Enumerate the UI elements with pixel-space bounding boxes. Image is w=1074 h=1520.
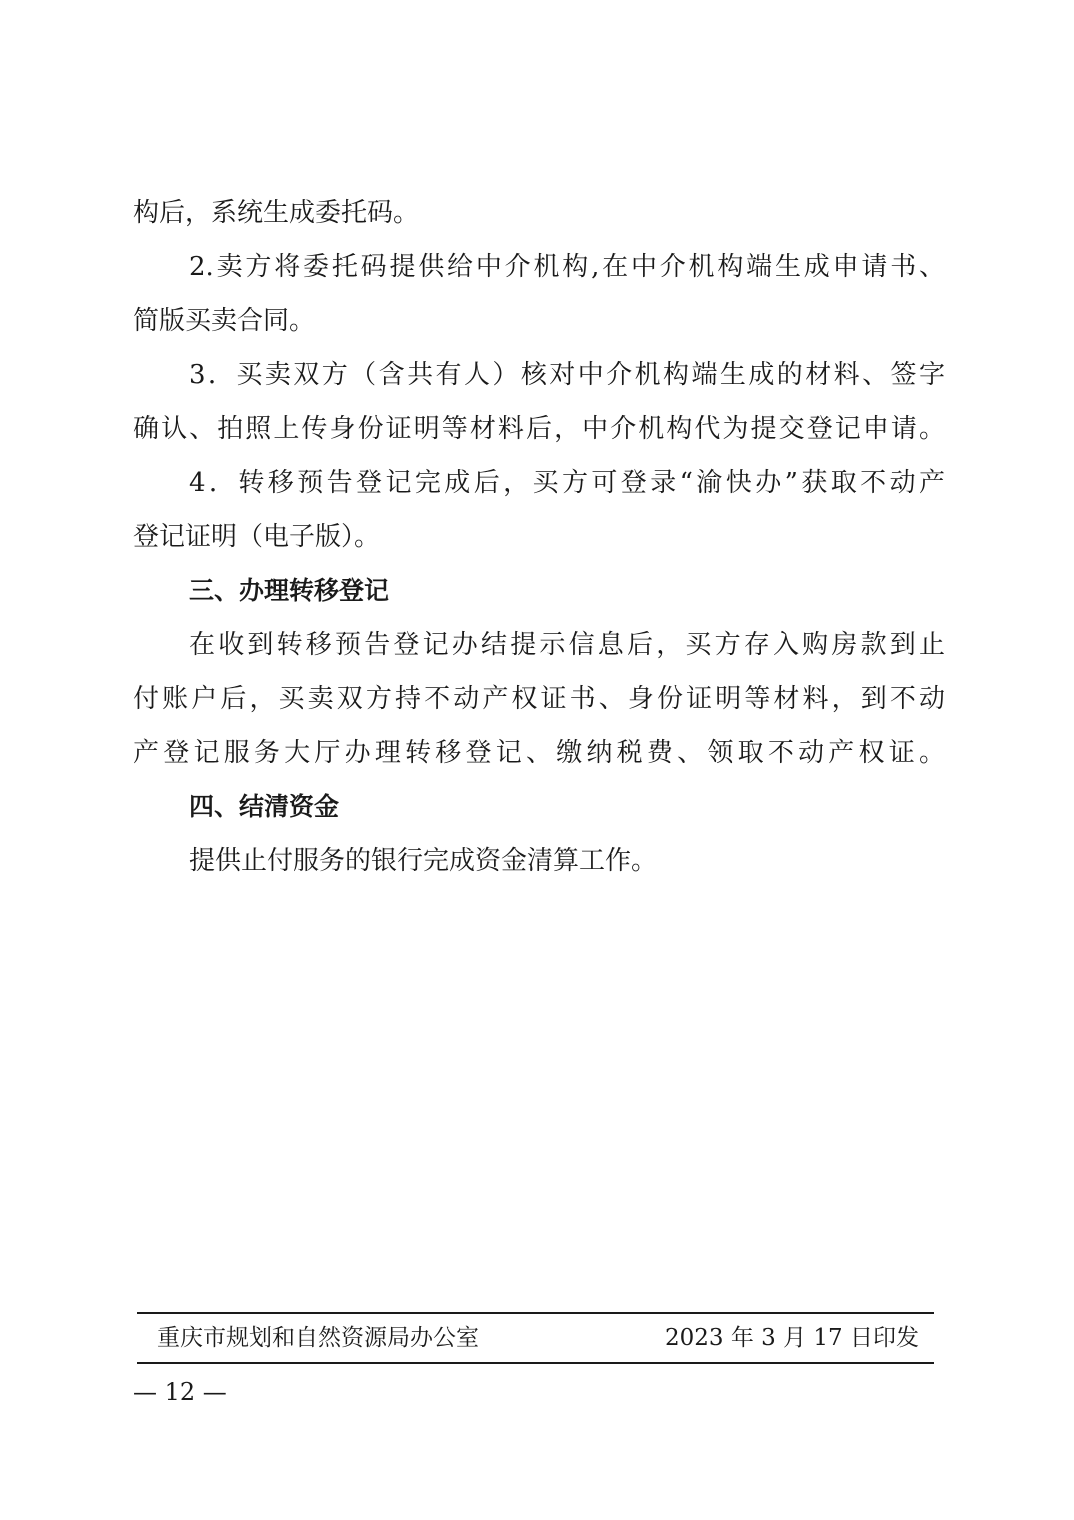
paragraph-line: 3．买卖双方（含共有人）核对中介机构端生成的材料、签字 xyxy=(189,360,945,390)
paragraph-line: 提供止付服务的银行完成资金清算工作。 xyxy=(189,846,658,876)
document-body xyxy=(133,186,945,888)
paragraph-line: 在收到转移预告登记办结提示信息后，买方存入购房款到止 xyxy=(189,630,945,660)
section-heading: 三、办理转移登记 xyxy=(189,576,390,605)
issue-date: 2023 年 3 月 17 日印发 xyxy=(665,1325,919,1351)
paragraph-line: 确认、拍照上传身份证明等材料后，中介机构代为提交登记申请。 xyxy=(133,414,945,444)
issuer-name: 重庆市规划和自然资源局办公室 xyxy=(157,1325,479,1351)
paragraph-line: 构后，系统生成委托码。 xyxy=(133,198,420,228)
paragraph-line: 产登记服务大厅办理转移登记、缴纳税费、领取不动产权证。 xyxy=(133,738,945,768)
paragraph-line: 登记证明（电子版）。 xyxy=(133,522,381,552)
paragraph-line: 2.卖方将委托码提供给中介机构,在中介机构端生成申请书、 xyxy=(189,252,945,282)
issuance-footer xyxy=(157,1318,919,1358)
paragraph-line: 简版买卖合同。 xyxy=(133,306,316,336)
section-heading: 四、结清资金 xyxy=(189,792,340,821)
footer-divider xyxy=(137,1362,934,1364)
footer-divider xyxy=(137,1312,934,1314)
paragraph-line: 付账户后，买卖双方持不动产权证书、身份证明等材料，到不动 xyxy=(133,684,945,714)
page-number: — 12 — xyxy=(133,1378,227,1406)
paragraph-line: 4．转移预告登记完成后，买方可登录“渝快办”获取不动产 xyxy=(189,468,945,498)
